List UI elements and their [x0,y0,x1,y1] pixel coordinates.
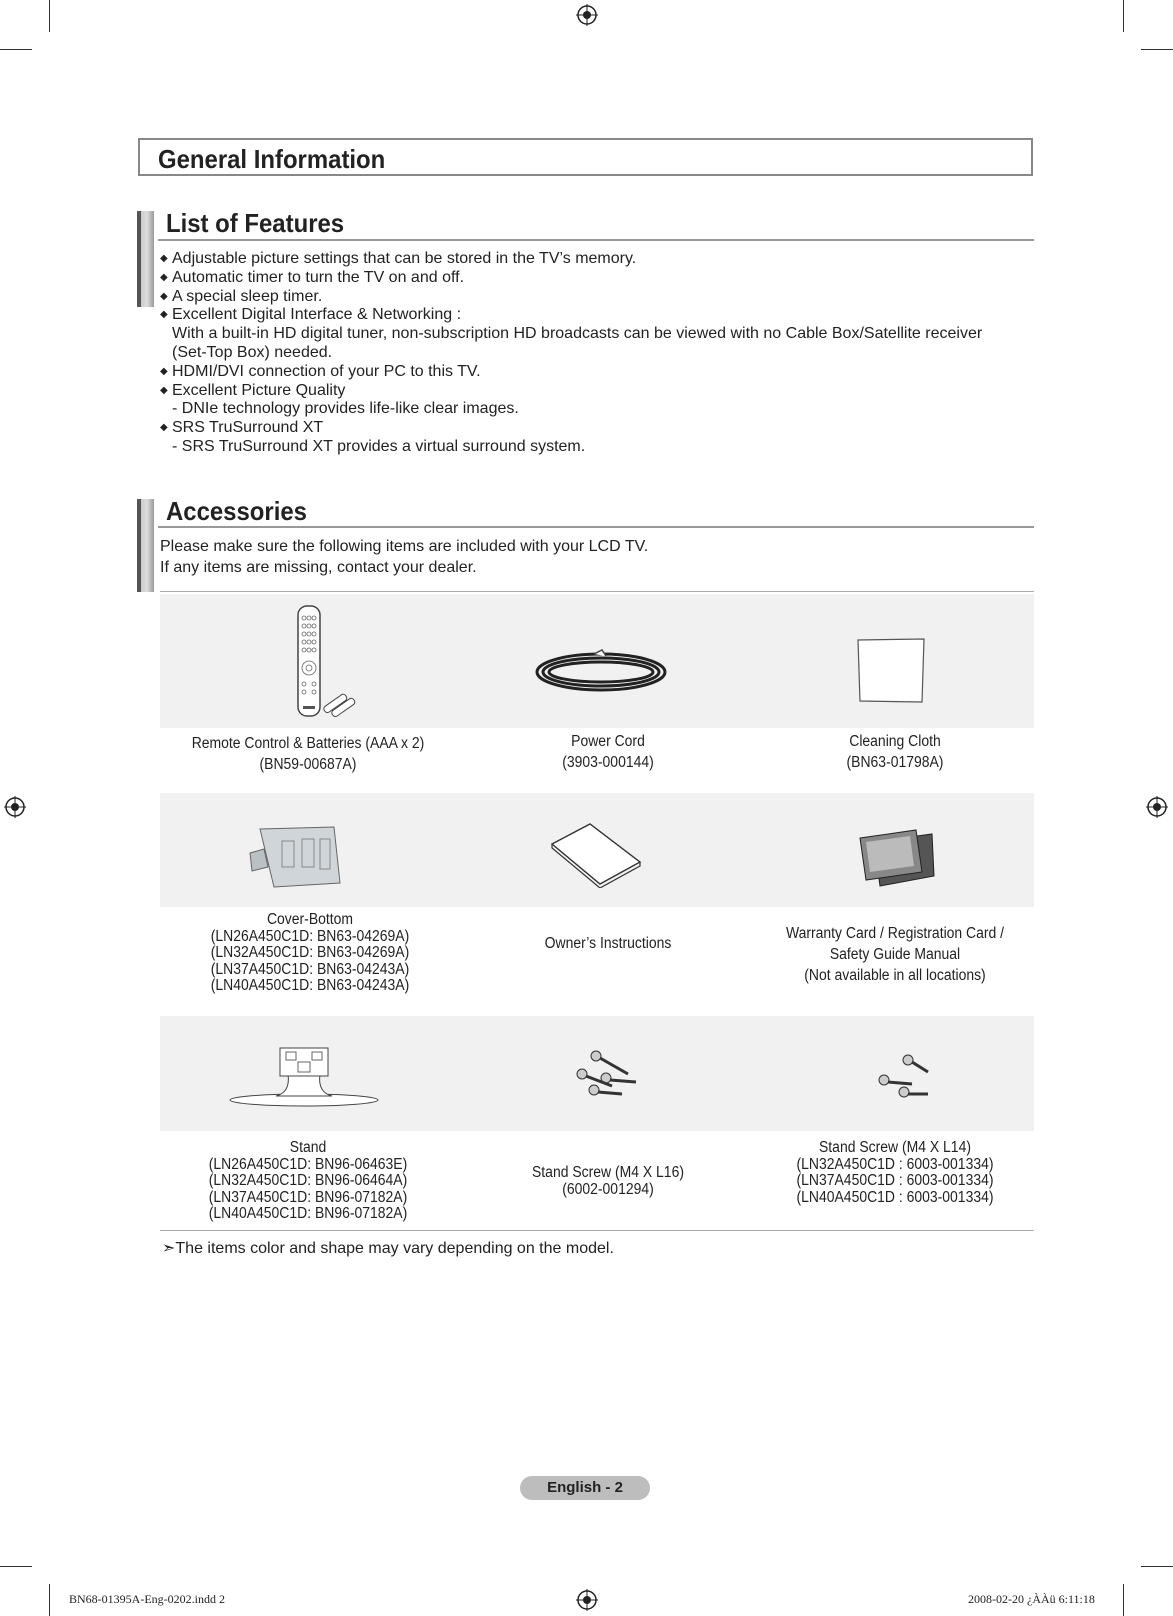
list-item: ◆ Automatic timer to turn the TV on and off. [160,268,465,286]
crop-mark [1141,49,1173,50]
accessories-title: Accessories [166,496,307,526]
divider [160,1230,1034,1231]
list-item: ◆ Excellent Picture Quality [160,381,346,399]
list-item: ◆ HDMI/DVI connection of your PC to this TV. [160,362,481,380]
screws-icon [572,1048,640,1100]
list-item: ◆ SRS TruSurround XT [160,419,324,437]
accessory-caption: Cleaning Cloth (BN63-01798A) [846,733,944,771]
features-list [160,250,1030,457]
crop-mark [0,1566,32,1567]
list-item-detail: - DNIe technology provides life-like clear images. [172,400,519,418]
section-header-box [138,138,1033,176]
cleaning-cloth-icon [856,638,926,704]
list-item-detail: (Set-Top Box) needed. [172,343,333,361]
section-bar [137,499,154,592]
crop-mark [0,49,32,50]
registration-mark-icon [576,4,598,26]
accessory-caption: Power Cord (3903-000144) [562,733,654,771]
bullet-icon: ◆ [160,253,168,264]
bullet-icon: ◆ [160,365,168,377]
power-cord-icon [530,648,672,698]
accessory-caption: Stand Screw (M4 X L16) (6002-001294) [532,1164,684,1198]
intro-line: If any items are missing, contact your dealer. [160,558,477,576]
cover-bottom-icon [246,823,350,889]
divider [160,591,1034,592]
list-item: ◆ A special sleep timer. [160,287,323,305]
accessory-caption: Remote Control & Batteries (AAA x 2) (BN59-00687A) [191,735,425,773]
section-rule [158,526,1034,528]
accessory-caption: Warranty Card / Registration Card / Safety Guide Manual (Not available in all locations) [785,925,1005,984]
footer-file-info: BN68-01395A-Eng-0202.indd 2 [69,1592,225,1606]
registration-mark-icon [1146,796,1168,818]
accessory-caption: Stand (LN26A450C1D: BN96-06463E) (LN32A450C1D: BN96-06464A) (LN37A450C1D: BN96-07182A) (LN40A450C1D: BN96-07182A) [208,1139,408,1222]
crop-mark [49,1584,50,1616]
crop-mark [49,0,50,32]
registration-mark-icon [576,1589,598,1611]
footer-timestamp: 2008-02-20 ¿ÀÀü 6:11:18 [968,1592,1095,1606]
crop-mark [1123,1584,1124,1616]
features-title: List of Features [166,208,345,238]
bullet-icon: ◆ [160,384,168,396]
bullet-icon: ◆ [160,290,168,302]
screws-icon [876,1054,932,1100]
accessory-caption: Owner’s Instructions [544,935,672,952]
intro-line: Please make sure the following items are included with your LCD TV. [160,538,649,555]
stand-icon [226,1044,382,1108]
owners-manual-icon [548,822,644,888]
section-bar [137,211,154,307]
warranty-card-icon [858,828,936,890]
bullet-icon: ◆ [160,271,168,283]
page-number-badge: English - 2 [520,1476,650,1500]
registration-mark-icon [4,796,26,818]
accessory-caption: Stand Screw (M4 X L14) (LN32A450C1D : 6003-001334) (LN37A450C1D : 6003-001334) (LN40A450C1D : 6003-001334) [796,1139,994,1206]
accessory-caption: Cover-Bottom (LN26A450C1D: BN63-04269A) (LN32A450C1D: BN63-04269A) (LN37A450C1D: BN63-04243A) (LN40A450C1D: BN63-04243A) [210,911,410,994]
section-rule [158,239,1034,241]
crop-mark [1123,0,1124,32]
bullet-icon: ◆ [160,309,168,321]
crop-mark [1141,1566,1173,1567]
list-item-detail: With a built-in HD digital tuner, non-subscription HD broadcasts can be viewed with no Cable Box/Satellite receiver [172,325,983,343]
model-variation-note: ➣The items color and shape may vary depending on the model. [162,1240,614,1257]
list-item-detail: - SRS TruSurround XT provides a virtual surround system. [172,437,586,455]
list-item: ◆ Adjustable picture settings that can be stored in the TV’s memory. [160,250,637,267]
bullet-icon: ◆ [160,422,168,434]
list-item: ◆ Excellent Digital Interface & Networking : [160,306,462,324]
page-title: General Information [158,144,386,174]
remote-control-icon [290,604,360,720]
accessories-intro [160,537,648,578]
